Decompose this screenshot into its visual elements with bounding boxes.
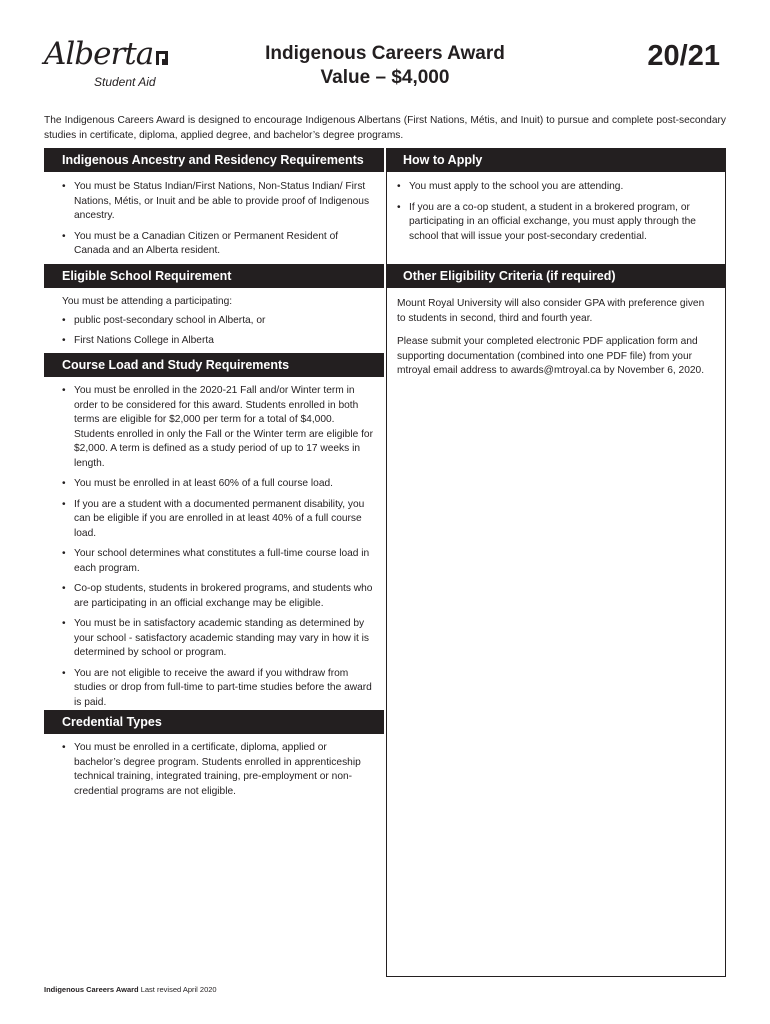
title-line-2: Value – $4,000 [320,67,450,88]
list-item: • You are not eligible to receive the award if you withdraw from studies or drop from full-time to part-time studies before the award is paid. [62,667,374,711]
course-load-heading: Course Load and Study Requirements [44,353,384,377]
award-year: 20/21 [647,40,720,72]
logo-subtitle: Student Aid [94,75,156,89]
footer-award-name: Indigenous Careers Award [44,985,139,994]
list-item: • You must apply to the school you are attending. [397,180,711,195]
ancestry-heading: Indigenous Ancestry and Residency Requirements [44,148,384,172]
course-load-section [44,384,384,716]
alberta-flag-icon [156,51,168,65]
footer-revised: Last revised April 2020 [140,985,217,994]
right-column [386,148,726,977]
other-criteria-heading: Other Eligibility Criteria (if required) [387,264,725,288]
list-item: • You must be in satisfactory academic standing as determined by your school - satisfactory academic standing may vary in how it is determined by school or program. [62,617,374,661]
list-item: • First Nations College in Alberta [62,334,374,349]
alberta-logo [44,34,174,90]
list-item: • public post-secondary school in Alberta, or [62,314,374,329]
list-item: • You must be enrolled in a certificate, diploma, applied or bachelor’s degree program. Students enrolled in apprenticeship technical training, integrated training, pre-employment or non-credential programs are not eligible. [62,741,374,799]
page-title [240,42,530,90]
intro-paragraph: The Indigenous Careers Award is designed to encourage Indigenous Albertans (First Nations, Métis, and Inuit) to pursue and complete post-secondary studies in certificate, diploma, applied degree, and bachelor’s degree programs. [44,115,726,141]
page-footer [44,985,217,994]
list-item: • You must be Status Indian/First Nations, Non-Status Indian/ First Nations, Métis, or Inuit and be able to provide proof of Indigenous ancestry. [62,180,374,224]
list-item: • You must be a Canadian Citizen or Permanent Resident of Canada and an Alberta resident. [62,230,374,259]
list-item: • If you are a student with a documented permanent disability, you can be eligible if you are enrolled in at least 40% of a full course load. [62,498,374,542]
list-item: • If you are a co-op student, a student in a brokered program, or participating in an official exchange, you must apply through the school that will issue your post-secondary credential. [397,201,711,245]
list-item: • You must be enrolled in at least 60% of a full course load. [62,477,374,492]
school-section [44,295,384,355]
school-lead: You must be attending a participating: [62,296,233,307]
submission-paragraph: Please submit your completed electronic PDF application form and supporting documentation (combined into one PDF file) from your mtroyal email address to awards@mtroyal.ca by November 6, 2020. [397,336,705,376]
credential-section [44,741,384,805]
school-heading: Eligible School Requirement [44,264,384,288]
left-column [44,148,384,977]
how-to-apply-heading: How to Apply [387,148,725,172]
credential-heading: Credential Types [44,710,384,734]
logo-wordmark: Alberta [44,36,154,72]
list-item: • Your school determines what constitutes a full-time course load in each program. [62,547,374,576]
title-line-1: Indigenous Careers Award [265,43,505,64]
ancestry-section [44,180,384,265]
how-to-apply-section [387,180,725,250]
other-criteria-section [387,297,725,388]
gpa-paragraph: Mount Royal University will also consider GPA with preference given to students in second, third and fourth year. [397,298,705,324]
list-item: • You must be enrolled in the 2020-21 Fall and/or Winter term in order to be considered for this award. Students enrolled in both terms are eligible for $2,000 per term for a total of $4,000. Students enrolled in only the Fall or the Winter term are eligible for $2,000. A term is defined as a study period of up to 17 weeks in length. [62,384,374,471]
list-item: • Co-op students, students in brokered programs, and students who are participating in an official exchange may be eligible. [62,582,374,611]
